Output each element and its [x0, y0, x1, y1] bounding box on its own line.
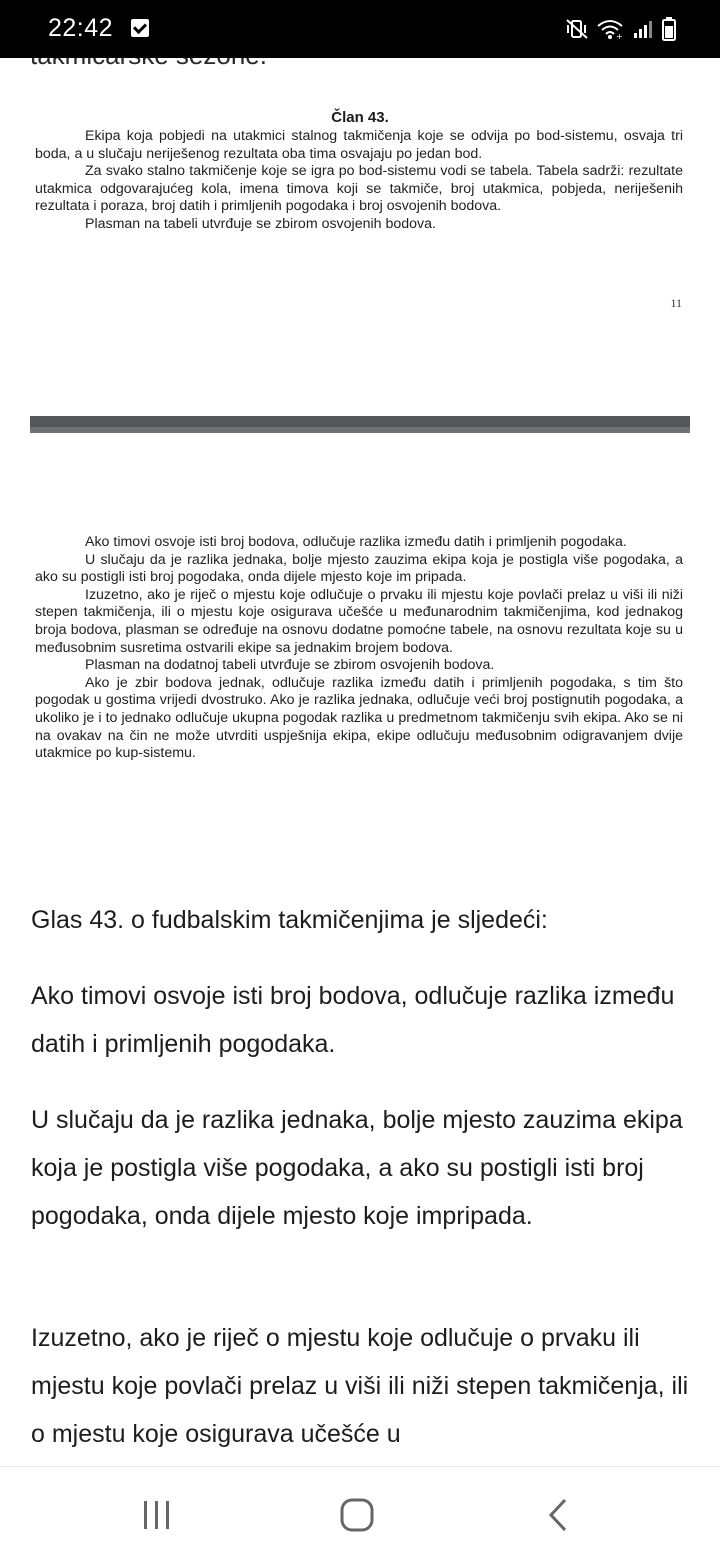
wifi-icon — [596, 18, 624, 40]
answer-intro — [31, 896, 691, 944]
recent-apps-button[interactable] — [122, 1487, 192, 1543]
answer-paragraph-text: Izuzetno, ako je riječ o mjestu koje odlučuje o prvaku ili mjestu koje povlači prelaz u viši ili niži stepen takmičenja, ili o mjestu koje osigurava učešće u — [31, 1324, 689, 1448]
scan-paragraph: Plasman na dodatnoj tabeli utvrđuje se zbirom osvojenih bodova. — [85, 657, 495, 674]
mute-vibrate-icon — [566, 18, 588, 40]
answer-intro-text: Glas 43. o fudbalskim takmičenjima je sljedeći: — [31, 906, 548, 934]
signal-icon — [632, 18, 654, 40]
page-number: 11 — [670, 296, 682, 310]
home-icon — [339, 1497, 375, 1533]
answer-paragraph-1 — [31, 972, 691, 1068]
navigation-bar — [0, 1466, 720, 1560]
page-divider — [30, 416, 690, 433]
svg-text:+: + — [616, 32, 623, 40]
answer-paragraph-text: Ako timovi osvoje isti broj bodova, odlučuje razlika između datih i primljenih pogodaka. — [31, 982, 675, 1058]
scan-paragraph: Ako timovi osvoje isti broj bodova, odlučuje razlika između datih i primljenih pogodaka. — [85, 534, 627, 550]
scan-top-text — [35, 128, 683, 234]
back-icon — [543, 1497, 573, 1533]
answer-paragraph-2 — [31, 1096, 691, 1240]
scan-paragraph: Izuzetno, ako je riječ o mjestu koje odlučuje o prvaku ili mjestu koje povlači prelaz u viši ili niži stepen takmičenja, ili o mjestu koje osigurava učešće u međunarodnim takmičenjima, kod jednakog broja bodova, plasman se određuje na osnovu dodatne pomoćne tabele, na osnovu rezultata koje su u međusobnim susretima ostvarili ekipe sa jednakim brojem bodova. — [35, 586, 683, 656]
answer-paragraph-3 — [31, 1314, 691, 1458]
scan-paragraph: Ako je zbir bodova jednak, odlučuje razlika između datih i primljenih pogodaka, s tim što pogodak u gostima vrijedi dvostruko. Ako je razlika jednaka, odlučuje veći broj postignutih pogodaka, a ukoliko je i to jednako odlučuje ukupna pogodak razlika u predmetnom takmičenju svih ekipa. Ako se ni na ovakav na čin ne može utvrditi uspješnija ekipa, ekipe odlučuju međusobnim odigravanjem dvije utakmice po kup-sistemu. — [35, 674, 683, 762]
scan-paragraph: Ekipa koja pobjedi na utakmici stalnog takmičenja koje se odvija po bod-sistemu, osvaja tri boda, a u slučaju neriješenog rezultata oba tima osvajaju po jedan bod. — [35, 128, 683, 162]
status-time: 22:42 — [48, 14, 114, 42]
status-icons — [566, 16, 676, 42]
battery-icon — [662, 17, 676, 41]
answer-paragraph-text: U slučaju da je razlika jednaka, bolje mjesto zauzima ekipa koja je postigla više pogodaka, a ako su postigli isti broj pogodaka, onda dijele mjesto koje impripada. — [31, 1106, 683, 1230]
scan-bottom-text — [35, 534, 683, 763]
status-bar — [0, 0, 720, 58]
recent-apps-icon — [140, 1498, 174, 1532]
article-title: Član 43. — [331, 109, 389, 126]
scan-paragraph: Plasman na tabeli utvrđuje se zbirom osvojenih bodova. — [85, 215, 436, 232]
scan-paragraph: U slučaju da je razlika jednaka, bolje mjesto zauzima ekipa koja je postigla više pogodaka, a ako su postigli isti broj pogodaka, onda dijele mjesto koje im pripada. — [35, 551, 683, 586]
notification-check-icon — [131, 19, 149, 37]
scan-paragraph: Za svako stalno takmičenje koje se igra po bod-sistemu vodi se tabela. Tabela sadrži: rezultate utakmica odgovarajućeg kola, imena timova koji se takmiče, broj utakmica, pobjeda, neriješenih rezultata i poraza, broj datih i primljenih pogodaka i broj osvojenih bodova. — [35, 163, 683, 215]
home-button[interactable] — [322, 1487, 392, 1543]
back-button[interactable] — [523, 1487, 593, 1543]
